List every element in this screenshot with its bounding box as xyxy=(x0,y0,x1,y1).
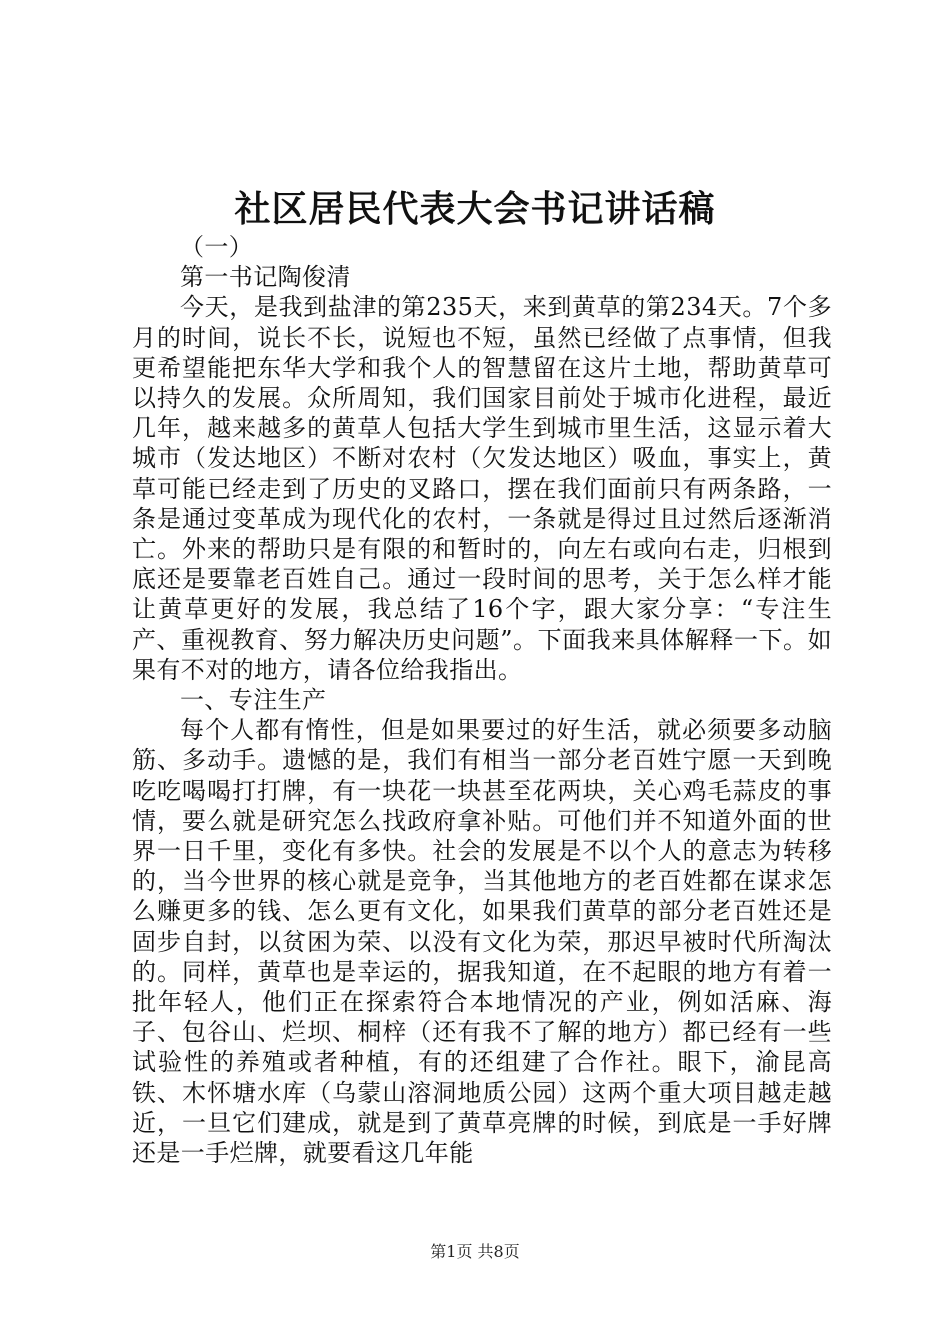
section-number: （一） xyxy=(180,233,254,261)
paragraph-intro: 今天，是我到盐津的第235天，来到黄草的第234天。7个多月的时间，说长不长，说短也不短，虽然已经做了点事情，但我更希望能把东华大学和我个人的智慧留在这片土地，帮助黄草可以持久的发展。众所周知，我们国家目前处于城市化进程，最近几年，越来越多的黄草人包括大学生到城市里生活，这显示着大城市（发达地区）不断对农村（欠发达地区）吸血，事实上，黄草可能已经走到了历史的叉路口，摆在我们面前只有两条路，一条是通过变革成为现代化的农村，一条就是得过且过然后逐渐消亡。外来的帮助只是有限的和暂时的，向左右或向右走，归根到底还是要靠老百姓自己。通过一段时间的思考，关于怎么样才能让黄草更好的发展，我总结了16个字，跟大家分享：“专注生产、重视教育、努力解决历史问题”。下面我来具体解释一下。如果有不对的地方，请各位给我指出。 xyxy=(132,293,832,684)
page-footer: 第1页 共8页 xyxy=(430,1242,520,1261)
speaker-line: 第一书记陶俊清 xyxy=(180,263,351,292)
paragraph-production: 每个人都有惰性，但是如果要过的好生活，就必须要多动脑筋、多动手。遗憾的是，我们有相当一部分老百姓宁愿一天到晚吃吃喝喝打打牌，有一块花一块甚至花两块，关心鸡毛蒜皮的事情，要么就是研究怎么找政府拿补贴。可他们并不知道外面的世界一日千里，变化有多快。社会的发展是不以个人的意志为转移的，当今世界的核心就是竞争，当其他地方的老百姓都在谋求怎么赚更多的钱、怎么更有文化，如果我们黄草的部分老百姓还是固步自封，以贫困为荣、以没有文化为荣，那迟早被时代所淘汰的。同样，黄草也是幸运的，据我知道，在不起眼的地方有着一批年轻人，他们正在探索符合本地情况的产业，例如活麻、海子、包谷山、烂坝、桐梓（还有我不了解的地方）都已经有一些试验性的养殖或者种植，有的还组建了合作社。眼下，渝昆高铁、木怀塘水库（乌蒙山溶洞地质公园）这两个重大项目越走越近，一旦它们建成，就是到了黄草亮牌的时候，到底是一手好牌还是一手烂牌，就要看这几年能 xyxy=(132,716,832,1168)
section-heading: 一、专注生产 xyxy=(180,686,327,715)
document-body xyxy=(132,232,832,1168)
document-title: 社区居民代表大会书记讲话稿 xyxy=(234,188,716,230)
